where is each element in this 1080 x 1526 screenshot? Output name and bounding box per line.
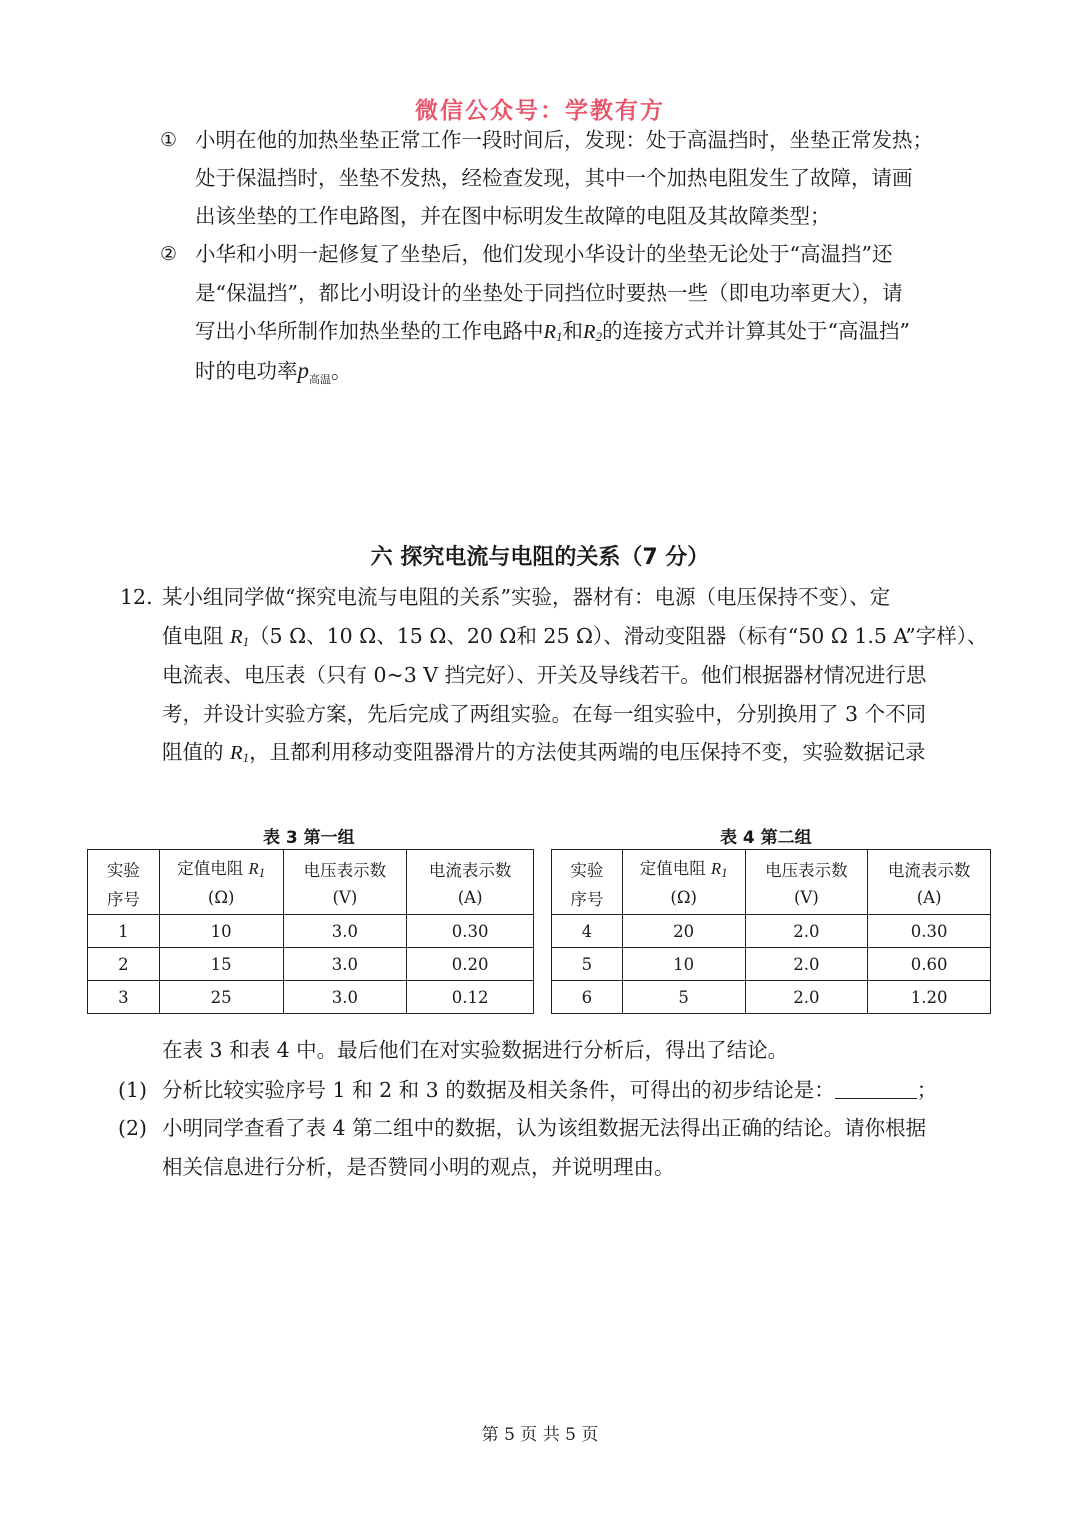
header-cell: 电流表示数 <box>868 850 991 882</box>
table-cell: 2.0 <box>745 915 868 948</box>
table-cell: 10 <box>622 948 745 981</box>
table-cell: 2.0 <box>745 948 868 981</box>
table-cell: 3.0 <box>283 948 407 981</box>
var-r2: $R_2$ <box>583 321 603 344</box>
sub-question-2-number: (2) <box>118 1116 148 1140</box>
table4 <box>551 849 991 1014</box>
header-cell: (Ω) <box>159 881 283 915</box>
item2-line-4 <box>195 359 352 385</box>
table-cell: 5 <box>622 981 745 1014</box>
table-cell: 10 <box>159 915 283 948</box>
item2-line-4-a: 时的电功率 <box>195 359 298 383</box>
header-cell: 序号 <box>88 881 160 915</box>
table-cell: 0.60 <box>868 948 991 981</box>
table-row <box>552 981 991 1014</box>
header-cell: 实验 <box>552 850 623 882</box>
table-cell: 5 <box>552 948 623 981</box>
sub-question-1: 分析比较实验序号 1 和 2 和 3 的数据及相关条件，可得出的初步结论是： ； <box>162 1078 938 1102</box>
table-cell: 1 <box>88 915 160 948</box>
page-footer: 第 5 页 共 5 页 <box>481 1425 599 1445</box>
table-row <box>552 915 991 948</box>
q12-line-5: 阻值的 $R_1$，且都利用移动变阻器滑片的方法使其两端的电压保持不变，实验数据记录 <box>162 740 926 765</box>
table-cell: 0.30 <box>868 915 991 948</box>
item1-line-2: 处于保温挡时，坐垫不发热，经检查发现，其中一个加热电阻发生了故障，请画 <box>195 166 913 190</box>
table4-caption: 表 4 第二组 <box>720 828 812 848</box>
table-cell: 3.0 <box>283 915 407 948</box>
item2-line-3-a: 写出小华所制作加热坐垫的工作电路中 <box>195 319 544 343</box>
header-cell: 电压表示数 <box>745 850 868 882</box>
item2-line-1: 小华和小明一起修复了坐垫后，他们发现小华设计的坐垫无论处于“高温挡”还 <box>195 242 893 266</box>
table-cell: 20 <box>622 915 745 948</box>
table-cell: 6 <box>552 981 623 1014</box>
table-cell: 1.20 <box>868 981 991 1014</box>
table-row <box>88 915 534 948</box>
table-row <box>552 948 991 981</box>
section-heading: 六 探究电流与电阻的关系（7 分） <box>370 545 710 570</box>
table-cell: 3 <box>88 981 160 1014</box>
sub-question-2-line-1: 小明同学查看了表 4 第二组中的数据，认为该组数据无法得出正确的结论。请你根据 <box>162 1116 927 1140</box>
header-cell: 定值电阻 $R_1$ <box>622 850 745 882</box>
table-cell: 25 <box>159 981 283 1014</box>
table-cell: 2.0 <box>745 981 868 1014</box>
header-cell: (V) <box>745 881 868 915</box>
table-cell: 0.12 <box>407 981 534 1014</box>
header-cell: 电流表示数 <box>407 850 534 882</box>
item2-line-3-c: 的连接方式并计算其处于“高温挡” <box>602 319 911 343</box>
table3-caption: 表 3 第一组 <box>263 828 355 848</box>
header-cell: (Ω) <box>622 881 745 915</box>
table-cell: 2 <box>88 948 160 981</box>
q12-line-3: 电流表、电压表（只有 0~3 V 挡完好）、开关及导线若干。他们根据器材情况进行思 <box>162 663 927 687</box>
item2-line-3-b: 和 <box>562 319 584 343</box>
item2-line-2: 是“保温挡”，都比小明设计的坐垫处于同挡位时要热一些（即电功率更大），请 <box>195 281 903 305</box>
item1-marker: ① <box>160 129 178 151</box>
table3 <box>87 849 534 1014</box>
var-p-subscript: 高温 <box>309 373 331 386</box>
item1-line-3: 出该坐垫的工作电路图，并在图中标明发生故障的电阻及其故障类型； <box>195 204 831 228</box>
after-table-text: 在表 3 和表 4 中。最后他们在对实验数据进行分析后，得出了结论。 <box>162 1038 789 1062</box>
header-cell: (A) <box>407 881 534 915</box>
item2-line-3 <box>195 321 910 343</box>
table-cell: 3.0 <box>283 981 407 1014</box>
item2-line-4-b: 。 <box>331 359 352 383</box>
header-cell: 电压表示数 <box>283 850 407 882</box>
q12-line-2: 值电阻 $R_1(5$ Ω、10 Ω、15 Ω、20 Ω和 25 Ω）、滑动变阻器（标有“50 Ω 1.5 A”字样）、 <box>162 624 988 649</box>
var-r1: $R_1$ <box>230 626 250 649</box>
item1-line-1: 小明在他的加热坐垫正常工作一段时间后，发现：处于高温挡时，坐垫正常发热； <box>195 128 933 152</box>
item2-marker: ② <box>160 243 178 265</box>
var-p: p <box>297 358 309 383</box>
header-cell: 序号 <box>552 881 623 915</box>
sub-question-2-line-2: 相关信息进行分析，是否赞同小明的观点，并说明理由。 <box>162 1155 675 1179</box>
table-row <box>88 981 534 1014</box>
answer-blank <box>835 1080 917 1099</box>
watermark: 微信公众号：学教有方 <box>415 98 665 124</box>
table-cell: 0.30 <box>407 915 534 948</box>
header-cell: (A) <box>868 881 991 915</box>
question-number: 12. <box>120 585 153 609</box>
q12-line-4: 考，并设计实验方案，先后完成了两组实验。在每一组实验中，分别换用了 3 个不同 <box>162 702 927 726</box>
table-cell: 15 <box>159 948 283 981</box>
table-cell: 4 <box>552 915 623 948</box>
table-row <box>88 948 534 981</box>
sub-question-1-number: (1) <box>118 1078 148 1102</box>
var-r1: $R_1$ <box>543 321 563 344</box>
header-cell: 定值电阻 $R_1$ <box>159 850 283 882</box>
header-cell: (V) <box>283 881 407 915</box>
var-r1: $R_1$ <box>230 742 250 765</box>
table-cell: 0.20 <box>407 948 534 981</box>
header-cell: 实验 <box>88 850 160 882</box>
q12-line-1: 某小组同学做“探究电流与电阻的关系”实验，器材有：电源（电压保持不变）、定 <box>162 585 891 609</box>
